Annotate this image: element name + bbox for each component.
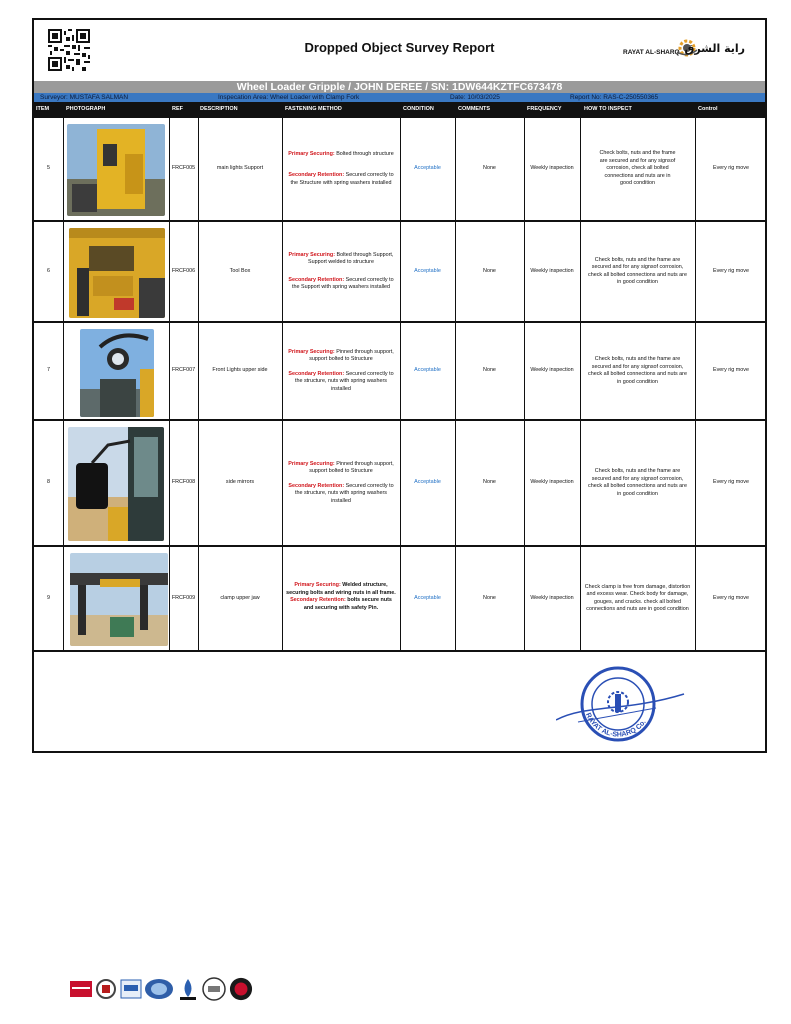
secondary-text: Secured correctly to the structure, nuts with spring washers installed: [295, 370, 394, 392]
fastening-method: [282, 118, 400, 220]
how-to-inspect: Check bolts, nuts and the frame are secured and for any signsof corrosion, check all bolted connections and nuts are in good condition: [588, 356, 687, 385]
col-comments: COMMENTS: [458, 106, 491, 112]
col-frequency: FREQUENCY: [527, 106, 562, 112]
report-header: [34, 20, 765, 80]
frequency: Weekly inspection: [530, 479, 574, 486]
control: Every rig move: [713, 165, 749, 172]
how-to-inspect: Check bolts, nuts and the frame are secured and for any signsof corrosion, check all bolted connections and nuts are in good condition: [588, 468, 687, 497]
control: Every rig move: [713, 594, 749, 601]
comments: None: [483, 594, 496, 601]
company-logo: [623, 32, 745, 68]
photo-clamp-upper-jaw: [70, 553, 168, 646]
fastening-method: [282, 421, 400, 545]
report-sheet: [32, 18, 767, 753]
col-description: DESCRIPTION: [200, 106, 238, 112]
ref-code: FRCF006: [171, 267, 196, 274]
col-condition: CONDITION: [403, 106, 434, 112]
comments: None: [483, 165, 496, 172]
photo-tool-box: [69, 228, 165, 318]
brand-name-en: RAYAT AL-SHARQ: [623, 49, 680, 56]
item-number: 6: [47, 267, 50, 274]
table-row: [34, 419, 765, 545]
condition-status: Acceptable: [414, 165, 441, 172]
control: Every rig move: [713, 367, 749, 374]
primary-text: Pinned through support, support bolted to Structure: [309, 460, 394, 475]
globe-logo-icon: [144, 977, 174, 1001]
brand-name-ar: راية الشرق: [684, 42, 745, 55]
secondary-text: Secured correctly to the structure, nuts with spring washers installed: [295, 482, 394, 504]
col-photograph: PHOTOGRAPH: [66, 106, 106, 112]
item-number: 7: [47, 367, 50, 374]
primary-text: Welded structure, securing bolts and wiring nuts in all frame.: [286, 582, 396, 596]
condition-status: Acceptable: [414, 367, 441, 374]
safety-logo-icon: [228, 977, 254, 1001]
equipment-banner: Wheel Loader Gripple / JOHN DEREE / SN: 1DW644KZTFC673478: [34, 81, 765, 93]
bureau-veritas-icon: [95, 977, 117, 1001]
col-fastening-method: FASTENING METHOD: [285, 106, 342, 112]
primary-label: Primary Securing:: [288, 150, 335, 157]
secondary-label: Secondary Retention:: [288, 172, 345, 179]
page-title: Dropped Object Survey Report: [304, 40, 495, 55]
frequency: Weekly inspection: [530, 267, 574, 274]
certification-badge-icon: [70, 977, 92, 1001]
ref-code: FRCF007: [171, 367, 196, 374]
ref-code: FRCF009: [171, 594, 196, 601]
table-header: [34, 102, 765, 116]
fastening-method: [282, 547, 400, 650]
photo-main-lights-support: [67, 124, 165, 216]
table-row: [34, 545, 765, 650]
date-label: Date: 10/03/2025: [450, 94, 500, 101]
description: main lights Support: [216, 165, 264, 172]
col-item: ITEM: [36, 106, 50, 112]
secondary-label: Secondary Retention:: [288, 482, 345, 489]
stamp-text: RAYAT AL-SHARQ Co.: [584, 711, 648, 739]
ref-code: FRCF005: [171, 165, 196, 172]
secondary-label: Secondary Retention:: [288, 276, 345, 283]
photo-side-mirrors: [68, 427, 164, 541]
frequency: Weekly inspection: [530, 165, 574, 172]
report-number-label: Report No: RAS-C-250550365: [570, 94, 659, 101]
photo-front-lights: [80, 329, 154, 417]
primary-text: Bolted through structure: [336, 150, 394, 157]
surveyor-label: Surveyor: MUSTAFA SALMAN: [40, 94, 129, 101]
control: Every rig move: [713, 267, 749, 274]
drops-logo-icon: [177, 977, 199, 1001]
table-row: [34, 116, 765, 220]
certification-logos: [70, 977, 260, 1003]
comments: None: [483, 367, 496, 374]
how-to-inspect: Check clamp is free from damage, distortion and excess wear. Check body for damage, gouges, and cracks. check all bolted connections and nuts are in good condition: [584, 583, 691, 612]
primary-label: Primary Securing:: [294, 582, 341, 588]
primary-label: Primary Securing:: [288, 348, 335, 355]
description: Tool Box: [229, 267, 251, 274]
how-to-inspect: Check bolts, nuts and the frame are secured and for any signsof corrosion, check all bolted connections and nuts are in good condition: [599, 150, 676, 187]
primary-label: Primary Securing:: [288, 251, 335, 258]
item-number: 5: [47, 165, 50, 172]
frequency: Weekly inspection: [530, 367, 574, 374]
item-number: 8: [47, 479, 50, 486]
col-ref: REF: [172, 106, 183, 112]
idc-logo-icon: [202, 977, 226, 1001]
col-control: Control: [698, 106, 718, 112]
secondary-label: Secondary Retention:: [290, 597, 346, 603]
comments: None: [483, 267, 496, 274]
info-bar: [34, 93, 765, 102]
primary-text: Pinned through support, support bolted to Structure: [309, 348, 394, 363]
secondary-text: bolts secure nuts and securing with safety Pin.: [303, 597, 392, 611]
primary-label: Primary Securing:: [288, 460, 335, 467]
how-to-inspect: Check bolts, nuts and the frame are secured and for any signsof corrosion, check all bolted connections and nuts are in good condition: [588, 256, 687, 285]
certification-icon: [120, 977, 142, 1001]
secondary-label: Secondary Retention:: [288, 370, 345, 377]
description: side mirrors: [225, 479, 255, 486]
primary-text: Bolted through Support, Support welded to structure: [308, 251, 394, 265]
ref-code: FRCF008: [171, 479, 196, 486]
secondary-text: Secured correctly to the Structure with spring washers installed: [290, 172, 394, 186]
condition-status: Acceptable: [414, 479, 441, 486]
fastening-method: [282, 323, 400, 419]
condition-status: Acceptable: [414, 267, 441, 274]
condition-status: Acceptable: [414, 594, 441, 601]
frequency: Weekly inspection: [530, 594, 574, 601]
item-number: 9: [47, 594, 50, 601]
description: clamp upper jaw: [220, 594, 260, 601]
inspection-area-label: Inspecation Area: Wheel Loader with Clamp Fork: [218, 94, 360, 101]
fastening-method: [282, 222, 400, 321]
description: Front Lights upper side: [212, 367, 268, 374]
signature-area: [34, 650, 765, 753]
table-row: [34, 321, 765, 419]
company-stamp: [556, 664, 686, 744]
col-how-to-inspect: HOW TO INSPECT: [584, 106, 632, 112]
table-row: [34, 220, 765, 321]
secondary-text: Secured correctly to the Support with spring washers installed: [292, 276, 394, 290]
comments: None: [483, 479, 496, 486]
control: Every rig move: [713, 479, 749, 486]
